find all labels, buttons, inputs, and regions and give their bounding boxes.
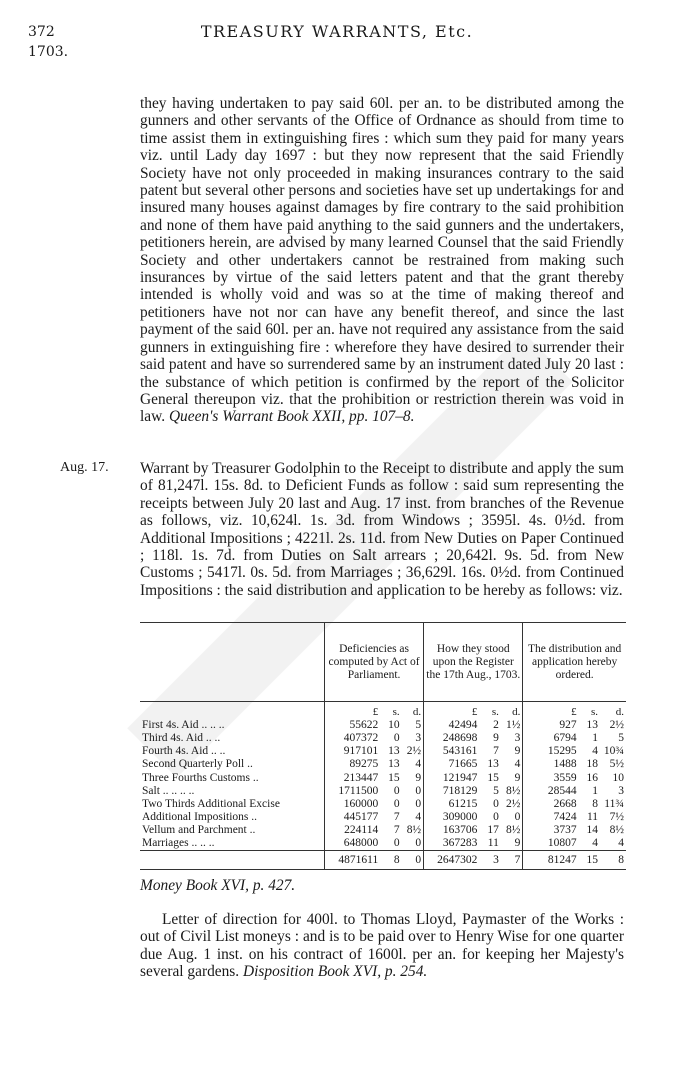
amount-pounds: 61215 bbox=[424, 797, 480, 810]
paragraph-petition-text: they having undertaken to pay said 60l. per an. to be distributed among the gunners and other servants of the Office of Ordnance as should from time to time assist them in extinguishing fires : which sum they paid for many years viz. until Lady day 1697 : but they now represent that the said Friendly Society have not only proceeded in making insurances contrary to the said patent but several other persons and societies have set up undertakings for and insured many houses against damages by fire contrary to the said prohibition and none of them have paid anything to the said gunners and the undertakers, petitioners herein, are advised by many learned Counsel that the said Friendly Society and other undertakers cannot be restrained from making such insurances by virtue of the said letters patent and that the grant thereby intended is wholly void and was so at the time of making thereof and petitioners have not nor can have any benefit thereof, and since the last payment of the said 60l. per an. have not required any assistance from the said gunners in extinguishing fire : wherefore they have desired to surrender their said patent and have so surrendered same by an instrument dated July 20 last : the substance of which petition is confirmed by the report of the Solicitor General thereupon viz. that the prohibition or restriction therein was void in law. bbox=[140, 95, 624, 426]
column-header-distribution: The distribution and application hereby ordered. bbox=[523, 623, 626, 702]
amount-pence: 3 bbox=[415, 731, 422, 744]
row-label-text: Salt bbox=[142, 784, 160, 797]
amount-pounds: 648000 bbox=[324, 837, 380, 851]
table-row bbox=[140, 811, 626, 824]
amount-shillings: 0 bbox=[393, 731, 400, 744]
amount-shillings: 17 bbox=[487, 824, 499, 837]
amount-shillings: 1 bbox=[592, 731, 599, 744]
row-label-text: Third 4s. Aid bbox=[142, 731, 204, 744]
amount-pence: 4 bbox=[415, 758, 422, 771]
paragraph-petition bbox=[140, 95, 624, 426]
amount-shillings: 11 bbox=[586, 811, 599, 824]
page-number: 372 bbox=[28, 24, 55, 40]
amount-shillings: 7 bbox=[493, 745, 499, 758]
amount-pence: 7½ bbox=[609, 811, 624, 824]
total-pounds: 81247 bbox=[523, 851, 579, 870]
amount-pounds: 2668 bbox=[523, 797, 579, 810]
amount-shillings: 0 bbox=[493, 811, 499, 824]
amount-pence: 4 bbox=[618, 837, 624, 850]
row-label bbox=[140, 784, 324, 797]
amount-pence: 3 bbox=[514, 731, 521, 744]
amount-pence: 8½ bbox=[609, 824, 624, 837]
table-row bbox=[140, 745, 626, 758]
row-label-text: First 4s. Aid bbox=[142, 718, 199, 731]
amount-pounds: 1711500 bbox=[324, 784, 380, 797]
row-label-text: Fourth 4s. Aid bbox=[142, 745, 209, 758]
table-row bbox=[140, 731, 626, 744]
amount-shillings: 16 bbox=[586, 771, 599, 784]
unit-pence: d. bbox=[512, 705, 521, 718]
amount-pounds: 224114 bbox=[324, 824, 380, 837]
table-row bbox=[140, 797, 626, 810]
row-label bbox=[140, 771, 324, 784]
amount-shillings: 14 bbox=[586, 824, 599, 837]
table-row bbox=[140, 758, 626, 771]
amount-pence: 4 bbox=[514, 758, 521, 771]
total-pence: 7 bbox=[501, 851, 523, 870]
amount-shillings: 0 bbox=[393, 837, 400, 850]
row-label-text: Two Thirds Additional Excise bbox=[142, 797, 280, 810]
amount-pence: 1½ bbox=[505, 718, 521, 731]
row-label-leader: .. .. .. .. bbox=[159, 784, 195, 797]
row-label-leader: .. .. bbox=[203, 731, 221, 744]
total-shillings: 15 bbox=[579, 851, 600, 870]
amount-pounds: 248698 bbox=[424, 731, 480, 744]
table-row bbox=[140, 771, 626, 784]
total-shillings: 3 bbox=[479, 851, 500, 870]
paragraph-warrant: Warrant by Treasurer Godolphin to the Receipt to distribute and apply the sum of 81,247l. 15s. 8d. to Deficient Funds as follow : said sum representing the receipts between July 20 last and Aug. 17 inst. from branches of the Revenue as follows, viz. 10,624l. 1s. 3d. from Windows ; 3595l. 4s. 0½d. from Additional Impositions ; 4221l. 2s. 11d. from New Duties on Paper Continued ; 118l. 1s. 7d. from Duties on Salt arrears ; 20,642l. 9s. 5d. from New Customs ; 5417l. 0s. 5d. from Marriages ; 36,629l. 16s. 0½d. from Continued Impositions : the said distribution and application to be hereby as follows: viz. bbox=[140, 460, 624, 599]
amount-shillings: 13 bbox=[388, 758, 400, 771]
amount-pounds: 1488 bbox=[523, 758, 579, 771]
total-shillings: 8 bbox=[380, 851, 401, 870]
distribution-table bbox=[140, 622, 626, 870]
row-label bbox=[140, 811, 324, 824]
running-title: TREASURY WARRANTS, Etc. bbox=[200, 22, 474, 41]
amount-shillings: 13 bbox=[586, 718, 599, 731]
amount-pounds: 42494 bbox=[424, 718, 480, 731]
amount-pence: 2½ bbox=[609, 718, 624, 731]
amount-pounds: 28544 bbox=[523, 784, 579, 797]
row-label bbox=[140, 731, 324, 744]
paragraph-letter-text: Letter of direction for 400l. to Thomas Lloyd, Paymaster of the Works : out of Civil List moneys : and is to be paid over to Henry Wise for one quarter due Aug. 1 inst. on his contract of 1600l. per an. for keeping her Majesty's several gardens. bbox=[140, 911, 624, 981]
row-label-leader: .. .. .. bbox=[188, 837, 215, 850]
table-body bbox=[140, 702, 626, 870]
amount-pounds: 15295 bbox=[523, 745, 579, 758]
unit-shillings: s. bbox=[392, 705, 400, 718]
row-label-leader: .. bbox=[249, 771, 259, 784]
amount-shillings: 9 bbox=[493, 731, 499, 744]
table-row bbox=[140, 784, 626, 797]
amount-pounds: 367283 bbox=[424, 837, 480, 851]
total-pence: 0 bbox=[402, 851, 424, 870]
row-label bbox=[140, 718, 324, 731]
amount-pence: 0 bbox=[415, 784, 422, 797]
row-label bbox=[140, 797, 324, 810]
amount-shillings: 5 bbox=[493, 784, 499, 797]
total-pounds: 2647302 bbox=[424, 851, 480, 870]
amount-pounds: 309000 bbox=[424, 811, 480, 824]
amount-shillings: 15 bbox=[487, 771, 499, 784]
unit-shillings: s. bbox=[591, 705, 599, 718]
amount-pounds: 445177 bbox=[324, 811, 380, 824]
amount-pounds: 3559 bbox=[523, 771, 579, 784]
amount-pounds: 160000 bbox=[324, 797, 380, 810]
amount-shillings: 2 bbox=[493, 718, 499, 731]
amount-pence: 11¾ bbox=[604, 797, 624, 810]
row-label-text: Three Fourths Customs bbox=[142, 771, 250, 784]
amount-pence: 5 bbox=[415, 718, 422, 731]
table-row bbox=[140, 837, 626, 851]
amount-shillings: 11 bbox=[487, 837, 499, 850]
amount-pence: 5½ bbox=[609, 758, 624, 771]
amount-pence: 2½ bbox=[505, 797, 521, 810]
amount-shillings: 4 bbox=[592, 745, 599, 758]
row-label-leader: .. bbox=[244, 758, 253, 771]
amount-pence: 9 bbox=[415, 771, 422, 784]
unit-pounds: £ bbox=[424, 702, 480, 719]
total-pounds: 4871611 bbox=[324, 851, 380, 870]
amount-pence: 2½ bbox=[406, 745, 422, 758]
header-blank bbox=[140, 623, 324, 702]
amount-shillings: 7 bbox=[393, 824, 400, 837]
amount-pounds: 3737 bbox=[523, 824, 579, 837]
table-source-citation: Money Book XVI, p. 427. bbox=[140, 877, 296, 894]
row-label-leader: .. .. bbox=[208, 745, 226, 758]
amount-pounds: 213447 bbox=[324, 771, 380, 784]
amount-pounds: 55622 bbox=[324, 718, 380, 731]
row-label-leader: .. bbox=[248, 811, 257, 824]
amount-pence: 10¾ bbox=[603, 745, 624, 758]
column-header-register: How they stood upon the Register the 17th Aug., 1703. bbox=[424, 623, 523, 702]
amount-shillings: 15 bbox=[388, 771, 400, 784]
amount-pence: 0 bbox=[514, 811, 521, 824]
amount-shillings: 4 bbox=[592, 837, 599, 850]
amount-pence: 10 bbox=[612, 771, 624, 784]
amount-shillings: 8 bbox=[592, 797, 599, 810]
totals-label bbox=[140, 851, 324, 870]
total-pence: 8 bbox=[600, 851, 626, 870]
row-label-leader: .. bbox=[246, 824, 256, 837]
amount-pounds: 121947 bbox=[424, 771, 480, 784]
table-row bbox=[140, 718, 626, 731]
amount-shillings: 7 bbox=[393, 811, 400, 824]
amount-pounds: 7424 bbox=[523, 811, 579, 824]
row-label-text: Vellum and Parchment bbox=[142, 824, 247, 837]
amount-shillings: 18 bbox=[586, 758, 599, 771]
amount-shillings: 13 bbox=[388, 745, 400, 758]
unit-pence: d. bbox=[412, 705, 422, 718]
unit-pence: d. bbox=[615, 705, 624, 718]
amount-pence: 9 bbox=[514, 837, 521, 850]
row-label-leader: .. .. .. bbox=[198, 718, 225, 731]
amount-pence: 3 bbox=[618, 784, 624, 797]
amount-pence: 8½ bbox=[505, 784, 521, 797]
amount-pence: 8½ bbox=[505, 824, 521, 837]
row-label-text: Second Quarterly Poll bbox=[142, 758, 245, 771]
source-citation: Disposition Book XVI, p. 254. bbox=[243, 963, 428, 981]
amount-pounds: 407372 bbox=[324, 731, 380, 744]
amount-shillings: 0 bbox=[393, 784, 400, 797]
amount-pence: 9 bbox=[514, 771, 521, 784]
amount-shillings: 13 bbox=[487, 758, 499, 771]
row-label bbox=[140, 758, 324, 771]
unit-shillings: s. bbox=[491, 705, 499, 718]
amount-pounds: 917101 bbox=[324, 745, 380, 758]
amount-pounds: 543161 bbox=[424, 745, 480, 758]
amount-pence: 4 bbox=[415, 811, 422, 824]
amount-pence: 9 bbox=[514, 745, 521, 758]
amount-pounds: 89275 bbox=[324, 758, 380, 771]
row-label bbox=[140, 824, 324, 837]
totals-row bbox=[140, 851, 626, 870]
row-label-text: Additional Impositions bbox=[142, 811, 249, 824]
unit-pounds: £ bbox=[324, 702, 380, 719]
amount-pence: 5 bbox=[618, 731, 624, 744]
paragraph-letter bbox=[140, 911, 624, 981]
amount-shillings: 1 bbox=[592, 784, 599, 797]
row-label bbox=[140, 837, 324, 851]
amount-shillings: 0 bbox=[493, 797, 499, 810]
amount-pounds: 927 bbox=[523, 718, 579, 731]
units-row bbox=[140, 702, 626, 719]
amount-shillings: 0 bbox=[393, 797, 400, 810]
amount-pounds: 10807 bbox=[523, 837, 579, 851]
amount-shillings: 10 bbox=[388, 718, 400, 731]
source-citation: Queen's Warrant Book XXII, pp. 107–8. bbox=[168, 408, 415, 426]
amount-pence: 0 bbox=[415, 797, 422, 810]
table-row bbox=[140, 824, 626, 837]
amount-pence: 0 bbox=[415, 837, 422, 850]
margin-date: Aug. 17. bbox=[60, 460, 109, 475]
row-label bbox=[140, 745, 324, 758]
amount-pounds: 163706 bbox=[424, 824, 480, 837]
row-label-text: Marriages bbox=[142, 837, 189, 850]
amount-pounds: 71665 bbox=[424, 758, 480, 771]
column-header-deficiencies: Deficiencies as computed by Act of Parliament. bbox=[324, 623, 423, 702]
amount-pence: 8½ bbox=[406, 824, 422, 837]
unit-pounds: £ bbox=[523, 702, 579, 719]
amount-pounds: 6794 bbox=[523, 731, 579, 744]
amount-pounds: 718129 bbox=[424, 784, 480, 797]
year-label: 1703. bbox=[28, 44, 69, 60]
